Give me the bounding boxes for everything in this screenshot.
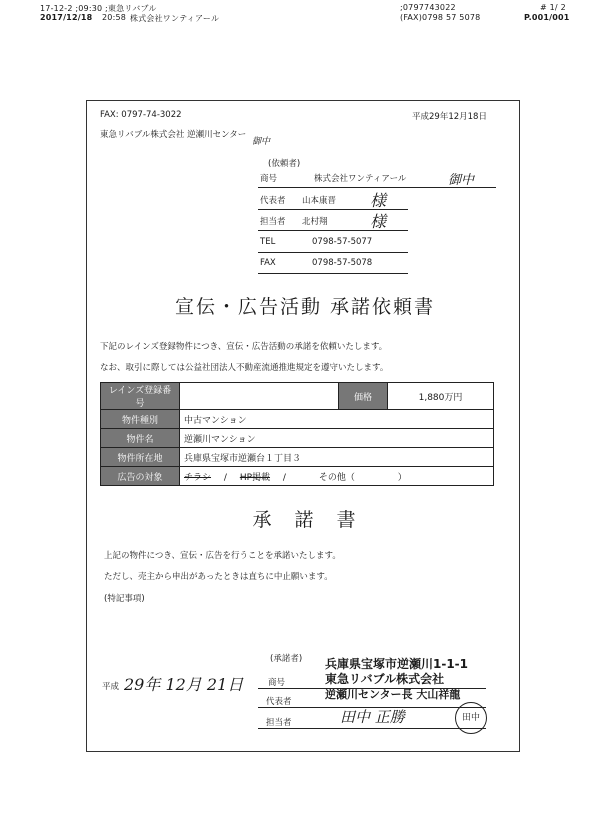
media-sep: / <box>282 472 286 483</box>
requester-row-staff <box>258 212 408 231</box>
requester-value: 0798-57-5077 <box>312 237 373 247</box>
requester-value: 株式会社ワンティアール <box>314 174 407 184</box>
approver-heading: (承諾者) <box>270 654 303 664</box>
fax-header-line1-mid: ;0797743022 <box>400 3 456 12</box>
media-option-hp: HP掲載 <box>239 472 271 483</box>
recipient-name: 東急リバブル株式会社 逆瀬川センター <box>100 130 247 140</box>
requester-row-company <box>258 172 496 188</box>
table-row <box>101 448 494 467</box>
name-value: 逆瀬川マンション <box>180 429 494 448</box>
requester-label: FAX <box>260 258 276 268</box>
requester-row-tel <box>258 237 408 253</box>
approval-body-2: ただし、売主から申出があったときは直ちに中止願います。 <box>104 572 333 582</box>
approval-date: 29年 12月 21日 <box>124 675 244 694</box>
price-label: 価格 <box>339 383 388 410</box>
reins-label: レインズ登録番号 <box>101 383 180 410</box>
approver-person: 田中 正勝 <box>340 708 405 726</box>
requester-value: 北村翔 <box>302 217 328 227</box>
approver-rep: 逆瀬川センター長 大山祥龍 <box>325 688 461 701</box>
fax-header-page: P.001/001 <box>524 13 570 22</box>
fax-header-company: 株式会社ワンティアール <box>130 14 220 23</box>
letter-date: 平成29年12月18日 <box>412 112 487 122</box>
approver-address: 兵庫県宝塚市逆瀬川1-1-1 <box>325 657 469 671</box>
price-value: 1,880万円 <box>388 383 494 410</box>
approver-seal: 田中 <box>455 702 487 734</box>
type-value: 中古マンション <box>180 410 494 429</box>
requester-value: 山本康晋 <box>302 196 337 206</box>
media-option-other-close: ） <box>397 472 407 483</box>
media-option-other: その他（ <box>318 472 355 483</box>
request-body-2: なお、取引に際しては公益社団法人不動産流通推進規定を遵守いたします。 <box>100 363 389 373</box>
approval-body-1: 上記の物件につき、宣伝・広告を行うことを承諾いたします。 <box>104 551 341 561</box>
requester-label: 商号 <box>260 174 278 184</box>
property-table <box>100 382 494 486</box>
requester-row-fax <box>258 258 408 274</box>
requester-row-rep <box>258 191 408 210</box>
table-row <box>101 429 494 448</box>
media-label: 広告の対象 <box>101 467 180 486</box>
address-label: 物件所在地 <box>101 448 180 467</box>
approver-label: 担当者 <box>266 718 292 728</box>
approver-row-company <box>258 676 486 689</box>
request-body-1: 下記のレインズ登録物件につき、宣伝・広告活動の承諾を依頼いたします。 <box>100 342 388 352</box>
approval-date-prefix: 平成 <box>102 682 120 692</box>
fax-header-date: 2017/12/18 <box>40 13 93 22</box>
type-label: 物件種別 <box>101 410 180 429</box>
fax-header-line1-left: 17-12-2 ;09:30 ;東急リバブル <box>40 4 157 13</box>
requester-label: TEL <box>260 237 276 247</box>
media-option-flyer: チラシ <box>184 472 212 483</box>
table-row <box>101 410 494 429</box>
approver-row-rep <box>258 695 486 708</box>
approval-title: 承 諾 書 <box>252 509 358 531</box>
requester-value: 0798-57-5078 <box>312 258 373 268</box>
media-options <box>180 467 494 486</box>
name-label: 物件名 <box>101 429 180 448</box>
requester-label: 担当者 <box>260 217 286 227</box>
approver-label: 商号 <box>268 678 286 688</box>
fax-header-line1-right: # 1/ 2 <box>540 3 566 12</box>
approver-row-staff <box>258 716 486 729</box>
table-row <box>101 467 494 486</box>
notes-label: (特記事項) <box>104 594 145 604</box>
media-sep: / <box>223 472 227 483</box>
fax-header-time: 20:58 <box>102 13 127 22</box>
recipient-honorific: 御中 <box>252 137 271 147</box>
approver-label: 代表者 <box>266 697 292 707</box>
table-row <box>101 383 494 410</box>
address-value: 兵庫県宝塚市逆瀬台１丁目３ <box>180 448 494 467</box>
approver-company: 東急リバブル株式会社 <box>325 672 445 686</box>
requester-hand: 様 <box>370 212 387 231</box>
sender-fax: FAX: 0797-74-3022 <box>100 110 182 120</box>
requester-hand: 様 <box>370 191 387 210</box>
requester-hand: 御中 <box>448 173 475 188</box>
requester-label: 代表者 <box>260 196 286 206</box>
reins-value <box>180 383 339 410</box>
document-title: 宣伝・広告活動 承諾依頼書 <box>174 296 436 318</box>
requester-heading: (依頼者) <box>268 159 301 169</box>
fax-header-fax: (FAX)0798 57 5078 <box>400 13 481 22</box>
